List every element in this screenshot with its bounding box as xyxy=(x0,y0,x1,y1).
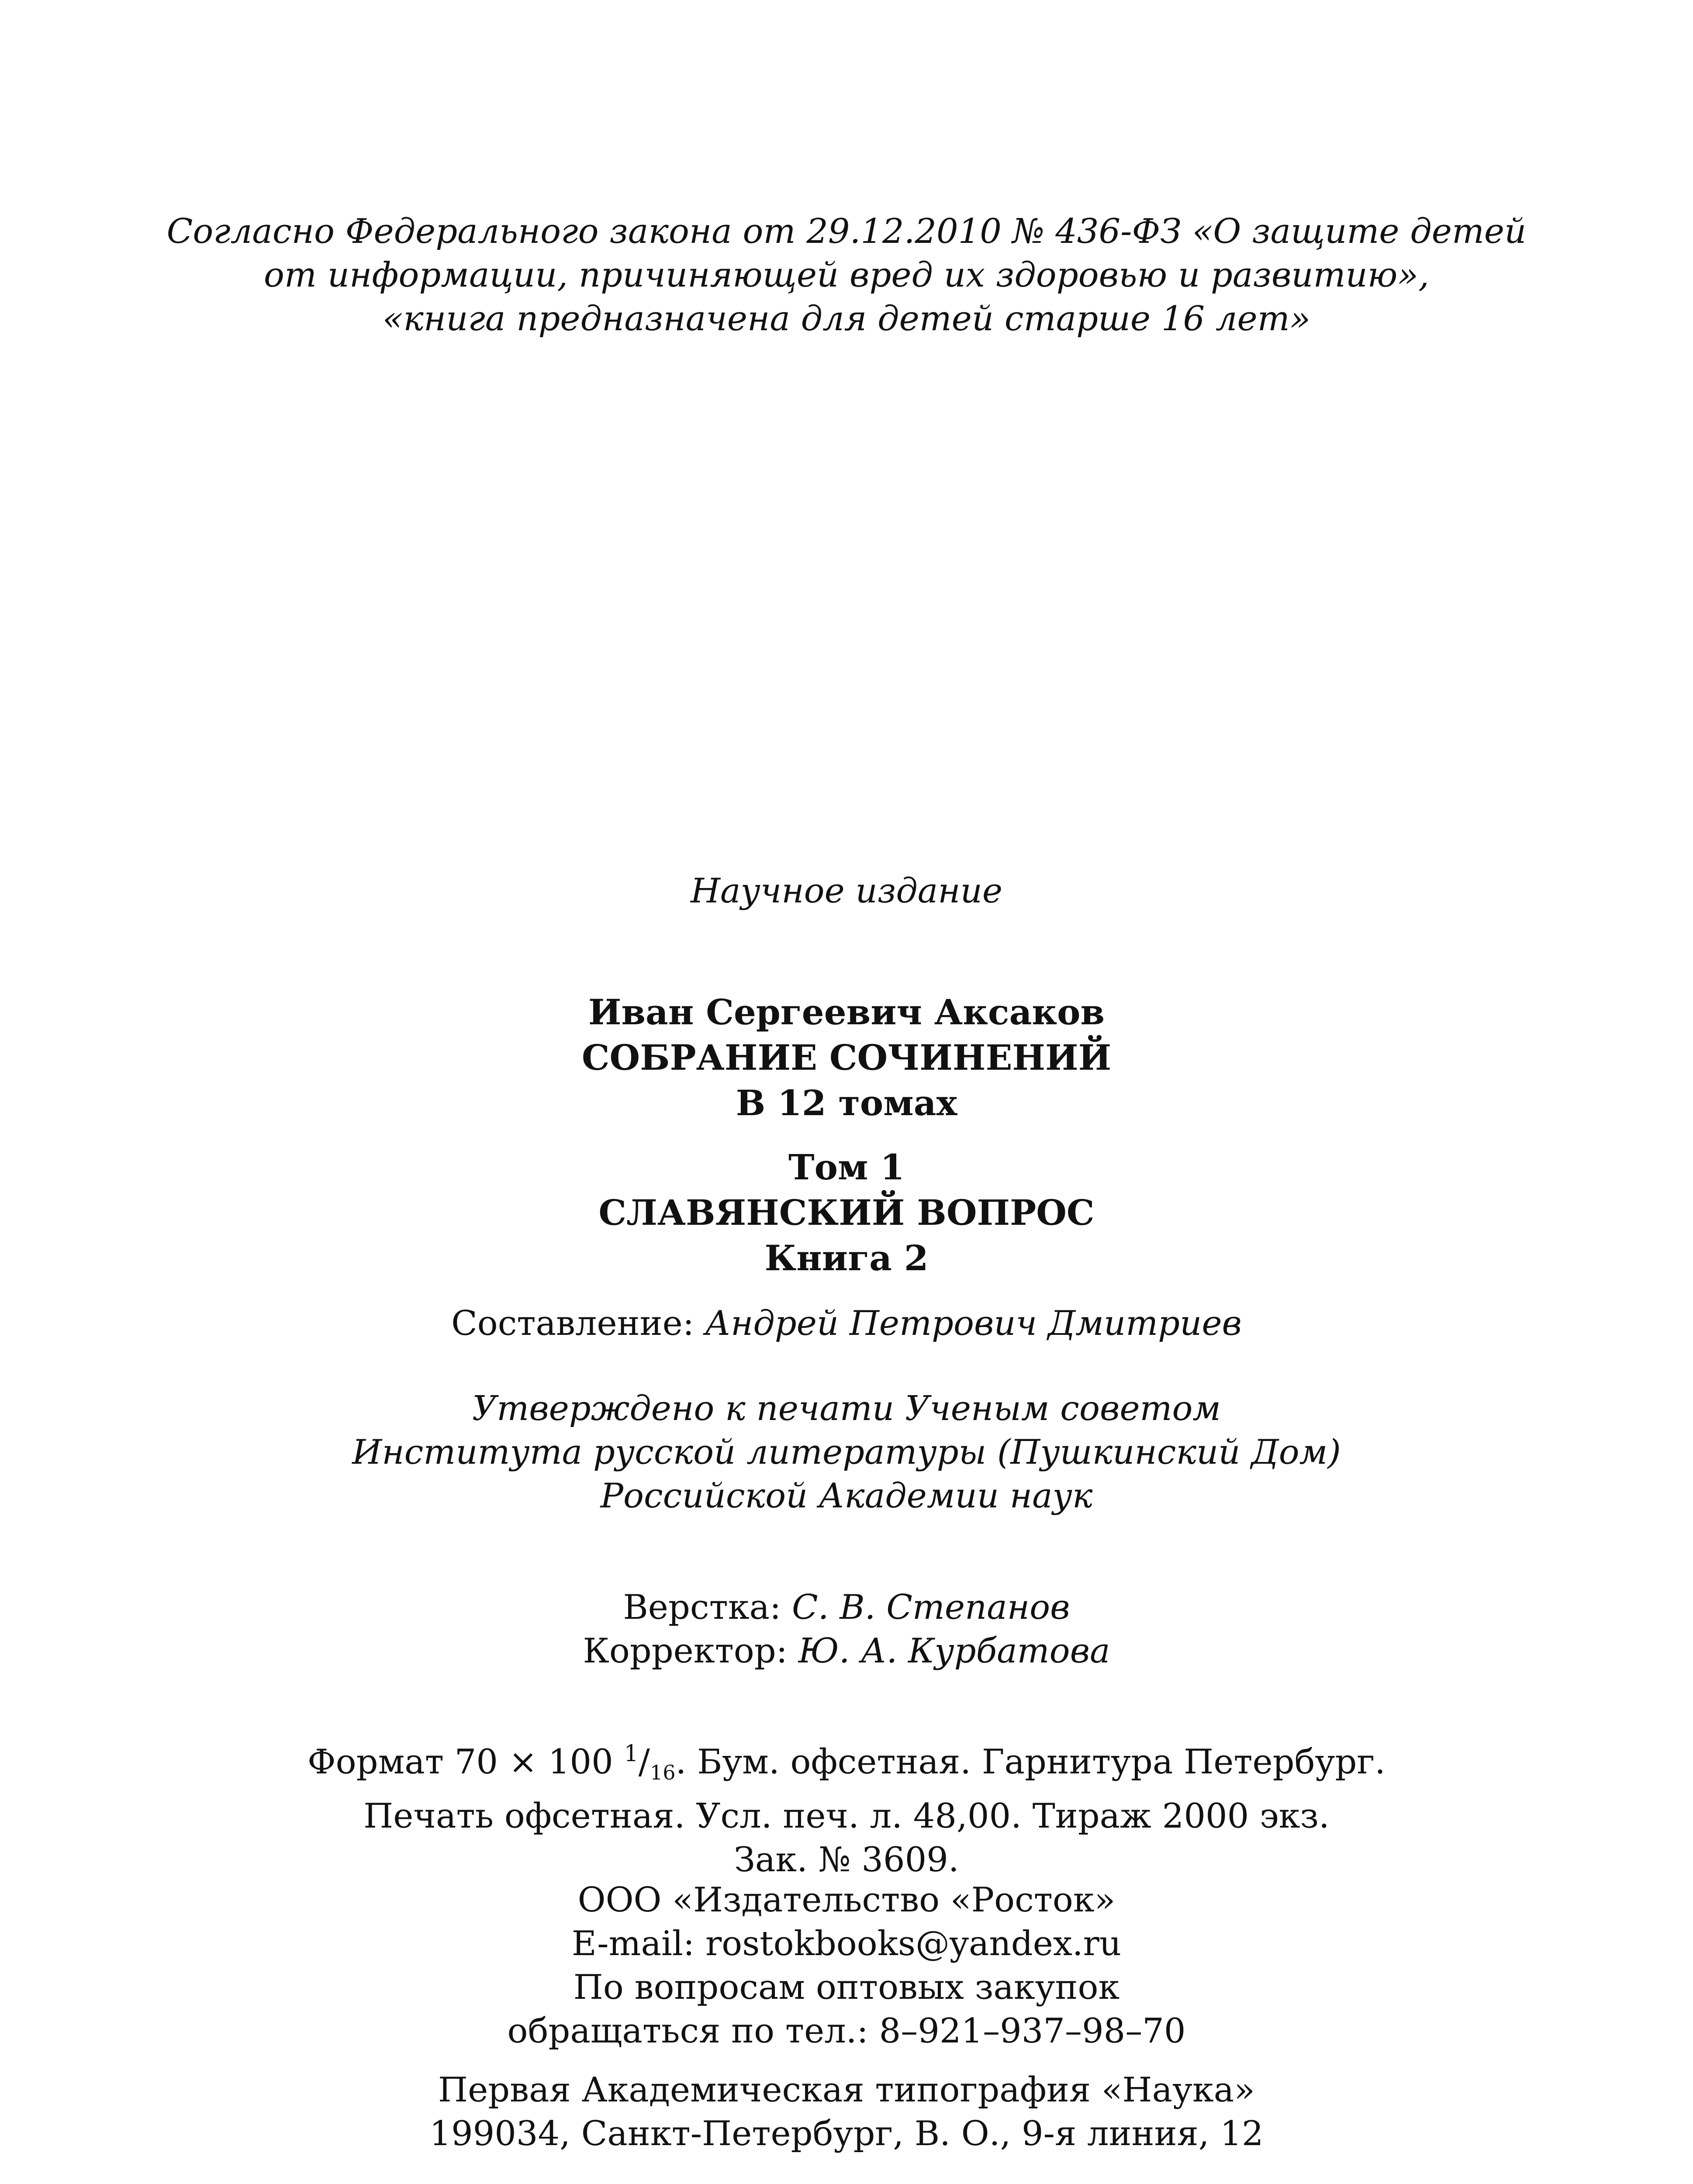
print-details xyxy=(0,1732,1693,1882)
wholesale-phone: обращаться по тел.: 8–921–937–98–70 xyxy=(507,2011,1186,2051)
edition-type xyxy=(0,869,1693,913)
layout-credit xyxy=(0,1586,1693,1629)
printer-name: Первая Академическая типография «Наука» xyxy=(438,2070,1255,2110)
printer-address: 199034, Санкт-Петербург, В. О., 9-я линия, 12 xyxy=(429,2114,1264,2153)
approval-line-3: Российской Академии наук xyxy=(600,1476,1093,1516)
wholesale-note: По вопросам оптовых закупок xyxy=(573,1968,1120,2007)
publisher-email: E-mail: rostokbooks@yandex.ru xyxy=(571,1924,1122,1963)
author-name: Иван Сергеевич Аксаков xyxy=(588,992,1105,1033)
approval-line-1: Утверждено к печати Ученым советом xyxy=(472,1389,1221,1428)
format-fraction-numerator: 1 xyxy=(624,1741,639,1767)
volume-title: СЛАВЯНСКИЙ ВОПРОС xyxy=(598,1192,1095,1233)
approval-block xyxy=(0,1387,1693,1518)
publisher-name: ООО «Издательство «Росток» xyxy=(577,1880,1116,1920)
proofreader-name: Ю. А. Курбатова xyxy=(798,1631,1110,1671)
layout-name: С. В. Степанов xyxy=(792,1588,1070,1627)
layout-label: Верстка: xyxy=(623,1588,781,1627)
age-notice-line-2: от информации, причиняющей вред их здоровью и развитию», xyxy=(264,256,1429,295)
age-restriction-notice xyxy=(0,210,1693,341)
printer-block xyxy=(0,2068,1693,2156)
age-notice-line-1: Согласно Федерального закона от 29.12.2010 № 436-ФЗ «О защите детей xyxy=(166,212,1527,251)
compiler-line xyxy=(0,1302,1693,1345)
volume-count: В 12 томах xyxy=(736,1082,957,1123)
proofreader-credit xyxy=(0,1629,1693,1673)
format-suffix: . Бум. офсетная. Гарнитура Петербург. xyxy=(675,1742,1386,1782)
book-number: Книга 2 xyxy=(764,1237,929,1279)
compiler-name: Андрей Петрович Дмитриев xyxy=(705,1304,1242,1343)
approval-line-2: Института русской литературы (Пушкинский Дом) xyxy=(352,1433,1341,1472)
volume-number: Том 1 xyxy=(788,1147,905,1188)
print-line-2: Печать офсетная. Усл. печ. л. 48,00. Тираж 2000 экз. xyxy=(363,1797,1330,1836)
publisher-block xyxy=(0,1878,1693,2053)
format-prefix: Формат 70 × 100 xyxy=(307,1742,613,1782)
format-line: Формат 70 × 100 $^1$/16. Бум. офсетная. Гарнитура Петербург. xyxy=(307,1741,1386,1784)
collection-title: СОБРАНИЕ СОЧИНЕНИЙ xyxy=(581,1037,1112,1078)
format-fraction-denominator: 16 xyxy=(650,1761,676,1784)
order-number: Зак. № 3609. xyxy=(734,1840,959,1880)
title-block xyxy=(0,989,1693,1126)
staff-block xyxy=(0,1586,1693,1673)
proofreader-label: Корректор: xyxy=(583,1631,788,1671)
volume-block xyxy=(0,1144,1693,1281)
age-notice-line-3: «книга предназначена для детей старше 16 лет» xyxy=(382,299,1311,339)
edition-type-label: Научное издание xyxy=(690,871,1003,911)
compiler-label: Составление: xyxy=(451,1304,694,1343)
